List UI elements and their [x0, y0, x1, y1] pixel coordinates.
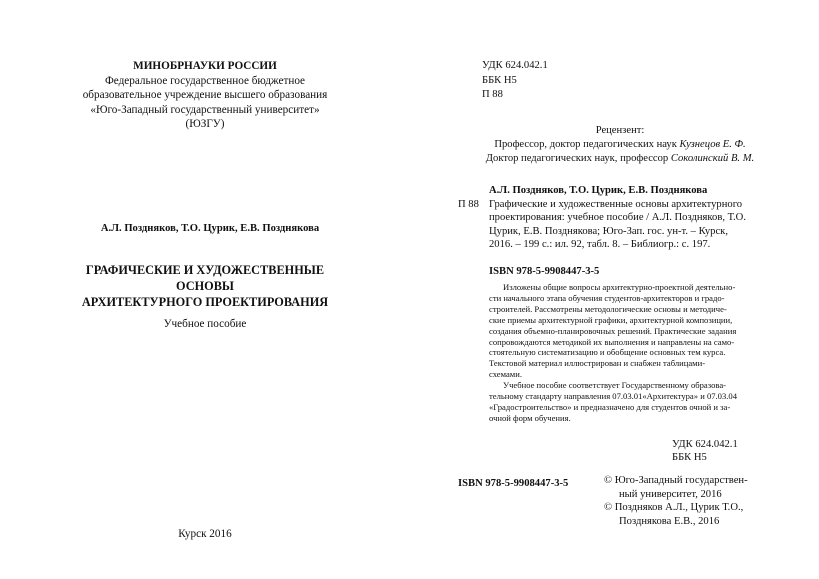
abstract-line: сопровождаются методикой их выполнения и направлены на само- [489, 336, 735, 347]
reviewer-line [470, 152, 770, 166]
university-abbreviation: (ЮЗГУ) [185, 118, 225, 131]
reviewer-block [470, 124, 770, 165]
author-mark-side: П 88 [458, 199, 479, 210]
copyright-block [604, 474, 748, 528]
book-subtitle: Учебное пособие [163, 318, 247, 330]
copyright-line: ный университет, 2016 [619, 488, 722, 500]
reviewer-name: Кузнецов Е. Ф. [679, 138, 746, 150]
bbk-code: ББК Н5 [482, 74, 517, 86]
copyright-line: © Юго-Западный государствен- [604, 475, 748, 486]
abstract-line: «Градостроительство» и предназначено для студентов очной и за- [489, 401, 731, 412]
institution-type-line: Федеральное государственное бюджетное [104, 74, 306, 87]
udc-code: УДК 624.042.1 [672, 439, 738, 450]
biblio-authors: А.Л. Поздняков, Т.О. Цурик, Е.В. Позднякова [489, 185, 708, 196]
bibliographic-record [489, 184, 779, 252]
institution-type-line: образовательное учреждение высшего образования [82, 89, 328, 102]
reviewer-title: Профессор, доктор педагогических наук [494, 138, 680, 150]
udc-code: УДК 624.042.1 [482, 60, 548, 71]
classification-codes [482, 59, 548, 103]
book-title-line: АРХИТЕКТУРНОГО ПРОЕКТИРОВАНИЯ [81, 295, 329, 309]
copyright-line: Позднякова Е.В., 2016 [619, 515, 720, 527]
university-name: «Юго-Западный государственный университет» [90, 103, 320, 116]
right-page [410, 0, 819, 579]
abstract-line: очной форм обучения. [489, 412, 571, 423]
abstract-line: ские приемы архитектурной графики, архитектурной композиции, [489, 314, 733, 325]
reviewer-title: Доктор педагогических наук, профессор [485, 152, 671, 164]
isbn: ISBN 978-5-9908447-3-5 [489, 266, 600, 277]
abstract-line: Изложены общие вопросы архитектурно-проектной деятельно- [503, 282, 736, 292]
abstract-line: сти начального этапа обучения студентов-архитекторов и градо- [489, 292, 725, 303]
biblio-line: Графические и художественные основы архитектурного [489, 198, 743, 210]
biblio-line: проектирования: учебное пособие / А.Л. Поздняков, Т.О. [489, 212, 746, 224]
book-title-line: ОСНОВЫ [175, 279, 234, 293]
abstract-line: схемами. [489, 369, 522, 380]
ministry-block [40, 59, 370, 132]
bbk-code: ББК Н5 [672, 452, 707, 464]
abstract [489, 282, 781, 424]
abstract-line: строителей. Рассмотрены методологические основы и методиче- [489, 303, 727, 314]
classification-codes-bottom [672, 438, 738, 465]
abstract-line: Учебное пособие соответствует Государственному образова- [503, 380, 726, 391]
book-title-line: ГРАФИЧЕСКИЕ И ХУДОЖЕСТВЕННЫЕ [85, 263, 325, 277]
author-mark: П 88 [482, 89, 503, 101]
reviewer-heading: Рецензент: [595, 125, 645, 136]
book-title [40, 262, 370, 310]
isbn-bottom: ISBN 978-5-9908447-3-5 [458, 478, 569, 489]
reviewer-line [470, 138, 770, 152]
abstract-line: создания объемно-планировочных решений. Практические задания [489, 325, 737, 336]
abstract-line: Текстовой материал иллюстрирован и снабжен таблицами- [489, 358, 706, 369]
biblio-line: Цурик, Е.В. Позднякова; Юго-Зап. гос. ун-т. – Курск, [489, 225, 728, 237]
ministry-name: МИНОБРНАУКИ РОССИИ [133, 60, 277, 72]
copyright-line: © Поздняков А.Л., Цурик Т.О., [604, 502, 744, 514]
authors: А.Л. Поздняков, Т.О. Цурик, Е.В. Позднякова [100, 223, 320, 234]
abstract-line: тельному стандарту направления 07.03.01«Архитектура» и 07.03.04 [489, 391, 738, 402]
biblio-line: 2016. – 199 с.: ил. 92, табл. 8. – Библиогр.: с. 197. [489, 239, 711, 251]
abstract-line: стоятельную систематизацию и обобщение основных тем курса. [489, 347, 726, 358]
city-year: Курск 2016 [178, 528, 232, 540]
reviewer-name: Соколинский В. М. [670, 152, 755, 164]
